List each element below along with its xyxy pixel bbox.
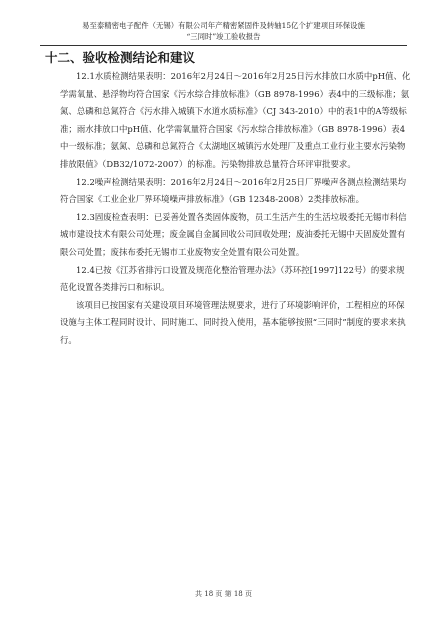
header-title-line1: 易至泰精密电子配件（无锡）有限公司年产精密紧固件及转轴15亿个扩建项目环保设施	[82, 21, 365, 30]
page-footer: 共 18 页 第 18 页	[195, 590, 252, 598]
header-divider	[40, 45, 407, 46]
page-header	[40, 20, 407, 42]
paragraph-outlet-regulation: 12.4已按《江苏省排污口设置及规范化整治管理办法》（苏环控[1997]122号）的要求规范化设置各类排污口和标识。	[60, 264, 405, 293]
paragraph-solid-waste: 12.3固废检查表明：已妥善处置各类固体废物，员工生活产生的生活垃圾委托无锡市科信城市建设技术有限公司处理；废金属自金属回收公司回收处理；废油委托无锡中天固废处置有限公司处置；废抹布委托无锡市工业废物安全处置有限公司处置。	[60, 211, 407, 257]
paragraph-overall-conclusion: 该项目已按国家有关建设项目环境管理法规要求，进行了环境影响评价，工程相应的环保设施与主体工程同时设计、同时施工、同时投入使用，基本能够按照“三同时”制度的要求来执行。	[60, 299, 406, 345]
paragraph-water-quality: 12.1水质检测结果表明：2016年2月24日～2016年2月25日污水排放口水质中pH值、化学需氧量、悬浮物均符合国家《污水综合排放标准》（GB 8978-1996）表4中的三级标准；氨氮、总磷和总氮符合《污水排入城镇下水道水质标准》（CJ 343-2010）中的表1中的A等级标准；雨水排放口中pH值、化学需氧量符合国家《污水综合排放标准》（GB 8978-1996）表4中一级标准；氨氮、总磷和总氮符合《太湖地区城镇污水处理厂及重点工业行业主要水污染物排放限值》（DB32/1072-2007）的标准。污染物排放总量符合环评审批要求。	[60, 71, 411, 169]
paragraph-noise: 12.2噪声检测结果表明：2016年2月24日～2016年2月25日厂界噪声各测点检测结果均符合国家《工业企业厂界环境噪声排放标准》（GB 12348-2008）2类排放标准。	[60, 176, 407, 205]
conclusion-text-block	[60, 68, 412, 350]
header-title-line2: “三同时”竣工验收报告	[186, 32, 261, 41]
section-heading: 十二、验收检测结论和建议	[45, 50, 196, 65]
